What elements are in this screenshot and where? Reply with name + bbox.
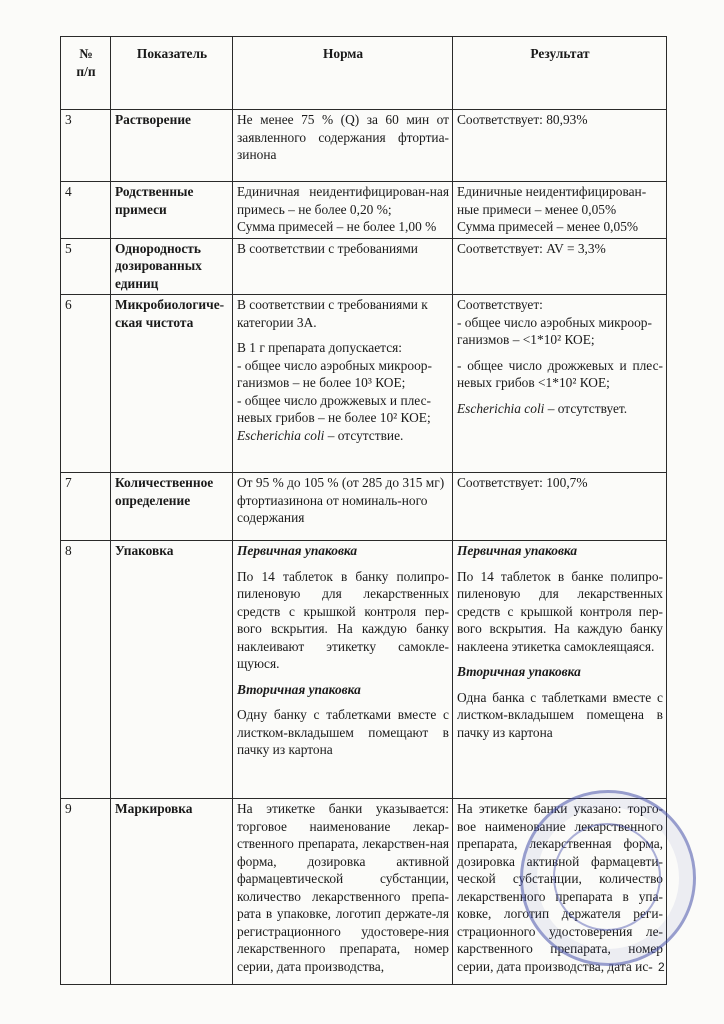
row-norm [233, 541, 453, 799]
row-result: Соответствует: AV = 3,3% [453, 238, 667, 295]
norm-line: - общее число дрожжевых и плес-невых грибов – не более 10² КОЕ; [237, 392, 431, 425]
row-num: 9 [61, 799, 111, 985]
header-indicator: Показатель [111, 37, 233, 110]
norm-line: В соответствии с требованиями к категории 3А. [237, 297, 428, 330]
norm-line: Сумма примесей – не более 1,00 % [237, 219, 437, 234]
norm-subheading: Вторичная упаковка [237, 681, 361, 697]
result-line: Единичные неидентифицирован-ные примеси – менее 0,05% [457, 184, 647, 217]
row-indicator: Количественное определение [111, 473, 233, 541]
row-result [453, 295, 667, 473]
header-num: № п/п [61, 37, 111, 110]
row-num: 3 [61, 110, 111, 182]
page-number: 2 [658, 960, 665, 974]
row-num: 7 [61, 473, 111, 541]
row-norm: От 95 % до 105 % (от 285 до 315 мг) фтортиазинона от номиналь-ного содержания [233, 473, 453, 541]
header-result: Результат [453, 37, 667, 110]
norm-line: - общее число аэробных микроор-ганизмов – не более 10³ КОЕ; [237, 357, 432, 390]
row-num: 4 [61, 182, 111, 239]
row-result: Соответствует: 100,7% [453, 473, 667, 541]
table-row [61, 238, 667, 295]
row-indicator: Однородность дозированных единиц [111, 238, 233, 295]
result-line: Escherichia coli – отсутствует. [457, 400, 628, 416]
row-num: 8 [61, 541, 111, 799]
row-norm: Не менее 75 % (Q) за 60 мин от заявленного содержания фтортиа-зинона [233, 110, 453, 182]
table-row [61, 295, 667, 473]
row-indicator: Родственные примеси [111, 182, 233, 239]
result-paragraph: По 14 таблеток в банке полипро-пиленовую для лекарственных средств с крышкой контроля пер-вого вскрытия. На каждую банку наклеена этикетка самоклеящаяся. [457, 568, 663, 654]
row-indicator: Растворение [111, 110, 233, 182]
row-norm: В соответствии с требованиями [233, 238, 453, 295]
header-norm: Норма [233, 37, 453, 110]
result-paragraph: Одна банка с таблетками вместе с листком-вкладышем помещена в пачку из картона [457, 689, 663, 740]
row-num: 5 [61, 238, 111, 295]
row-indicator: Маркировка [111, 799, 233, 985]
result-line: - общее число аэробных микроор-ганизмов – <1*10² КОЕ; [457, 314, 652, 347]
norm-line: Единичная неидентифицирован-ная примесь – не более 0,20 %; [237, 184, 449, 217]
table-row [61, 110, 667, 182]
norm-paragraph: Одну банку с таблетками вместе с листком-вкладышем помещают в пачку из картона [237, 707, 449, 757]
organism-name: Escherichia coli [457, 400, 545, 416]
table-row [61, 473, 667, 541]
result-line: Соответствует: [457, 297, 543, 312]
norm-line: В 1 г препарата допускается: [237, 340, 403, 355]
table-row [61, 182, 667, 239]
organism-name: Escherichia coli [237, 427, 325, 443]
result-subheading: Вторичная упаковка [457, 664, 581, 679]
result-line: Сумма примесей – менее 0,05% [457, 219, 639, 234]
row-norm [233, 182, 453, 239]
result-subheading: Первичная упаковка [457, 543, 578, 558]
row-indicator: Упаковка [111, 541, 233, 799]
row-result [453, 541, 667, 799]
norm-subheading: Первичная упаковка [237, 543, 358, 558]
norm-paragraph: По 14 таблеток в банку полипро-пиленовую для лекарственных средств с крышкой контроля пер-вого вскрытия. На каждую банку наклеивают этикетку самокле-щуюся. [237, 568, 449, 671]
row-norm [233, 295, 453, 473]
table-header-row [61, 37, 667, 110]
result-line: - общее число дрожжевых и плес-невых грибов <1*10² КОЕ; [457, 357, 663, 390]
table-row [61, 541, 667, 799]
row-num: 6 [61, 295, 111, 473]
row-norm: На этикетке банки указывается: торговое наименование лекар-ственного препарата, лекарствен-ная форма, дозировка активной фармацевтической субстанции, количество лекарственного препа-рата в упаковке, логотип держате-ля регистрационного удостовере-ния лекарственного препарата, номер серии, дата производства, [233, 799, 453, 985]
row-indicator: Микробиологиче-ская чистота [111, 295, 233, 473]
spec-table [60, 36, 667, 985]
row-result: Соответствует: 80,93% [453, 110, 667, 182]
row-result: На этикетке банки указано: торго-вое наименование лекарственного препарата, лекарственная форма, дозировка активной фармацевти-ческой субстанции, количество лекарственного препарата в упа-ковке, логотип держателя реги-страционного удостоверения ле-карственного препарата, номер серии, дата производства, дата ис- [453, 799, 667, 985]
row-result [453, 182, 667, 239]
norm-line: Escherichia coli – отсутствие. [237, 427, 404, 443]
table-row [61, 799, 667, 985]
